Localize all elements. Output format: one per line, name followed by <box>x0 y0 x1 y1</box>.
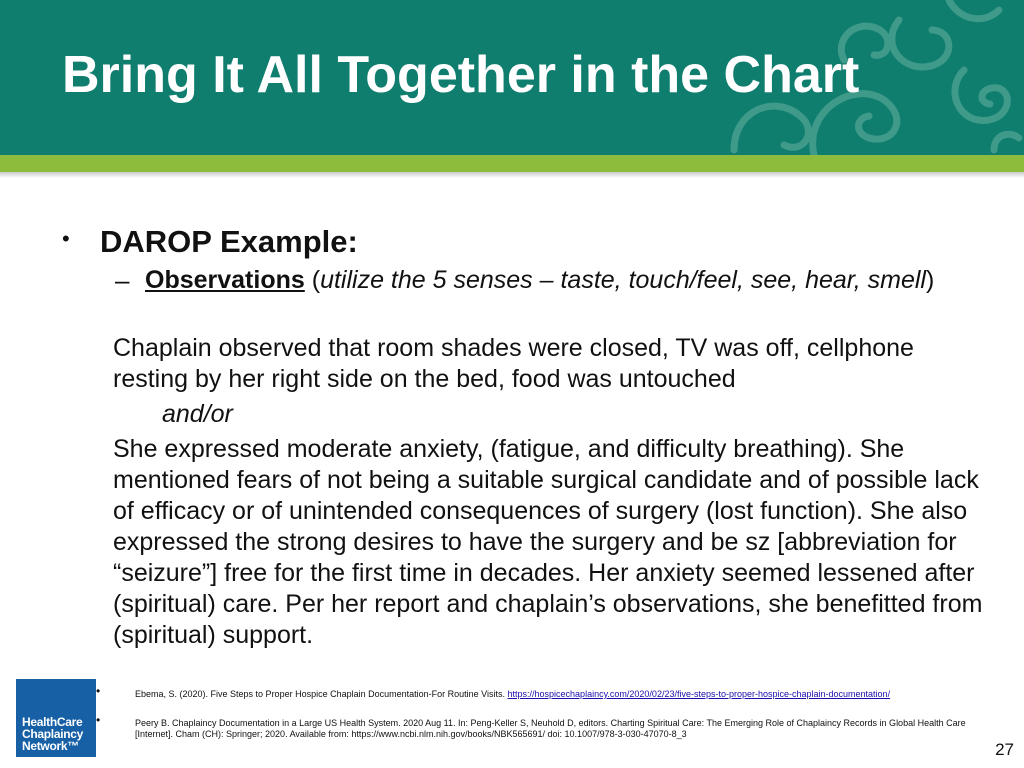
accent-bar <box>0 155 1024 172</box>
observations-line <box>145 265 975 296</box>
observations-open-paren: ( <box>304 266 321 294</box>
reference-bullet-1: • <box>96 684 101 698</box>
slide-title: Bring It All Together in the Chart <box>62 46 860 104</box>
bullet-icon: • <box>62 226 70 251</box>
healthcare-chaplaincy-network-logo <box>16 679 96 757</box>
observations-label: Observations <box>145 266 305 294</box>
observation-paragraph-2: She expressed moderate anxiety, (fatigue, and difficulty breathing). She mentioned fears of not being a suitable surgical candidate and of possible lack of efficacy or of unintended consequences of surgery (lost function). She also expressed the strong desires to have the surgery and be sz [abbreviation for “seizure”] free for the first time in decades. Her anxiety seemed lessened after (spiritual) care. Per her report and chaplain’s observations, she benefitted from (spiritual) support. <box>113 435 983 649</box>
reference-2: Peery B. Chaplaincy Documentation in a Large US Health System. 2020 Aug 11. In: Peng-Keller S, Neuhold D, editors. Charting Spiritual Care: The Emerging Role of Chaplaincy Records in Global Health Care [Internet]. Cham (CH): Springer; 2020. Available from: https://www.ncbi.nlm.nih.gov/books/NBK565691/ doi: 10.1007/978-3-030-47070-8_3 <box>135 718 966 739</box>
title-banner <box>0 0 1024 155</box>
accent-bar-shadow <box>0 172 1024 178</box>
reference-1-link[interactable]: https://hospicechaplaincy.com/2020/02/23/five-steps-to-proper-hospice-chaplain-documentation/ <box>507 689 891 699</box>
observations-detail: utilize the 5 senses – taste, touch/feel, see, hear, smell <box>320 266 926 294</box>
page-number: 27 <box>995 740 1014 759</box>
bullet-darop <box>62 224 962 264</box>
logo-line-3: Network™ <box>22 739 79 753</box>
observation-paragraph-1: Chaplain observed that room shades were closed, TV was off, cellphone resting by her right side on the bed, food was untouched <box>113 334 914 393</box>
logo-line-1: HealthCare <box>22 715 83 729</box>
dash-icon: – <box>115 265 130 295</box>
observations-close-paren: ) <box>925 266 935 294</box>
reference-1 <box>135 689 975 700</box>
reference-bullet-2: • <box>96 713 101 727</box>
darop-heading: DAROP Example: <box>100 224 358 259</box>
sub-bullet-observations <box>115 265 975 296</box>
reference-1-text: Ebema, S. (2020). Five Steps to Proper Hospice Chaplain Documentation-For Routine Visits. <box>135 689 508 699</box>
logo-line-2: Chaplaincy <box>22 727 84 741</box>
and-or-text: and/or <box>162 400 233 428</box>
